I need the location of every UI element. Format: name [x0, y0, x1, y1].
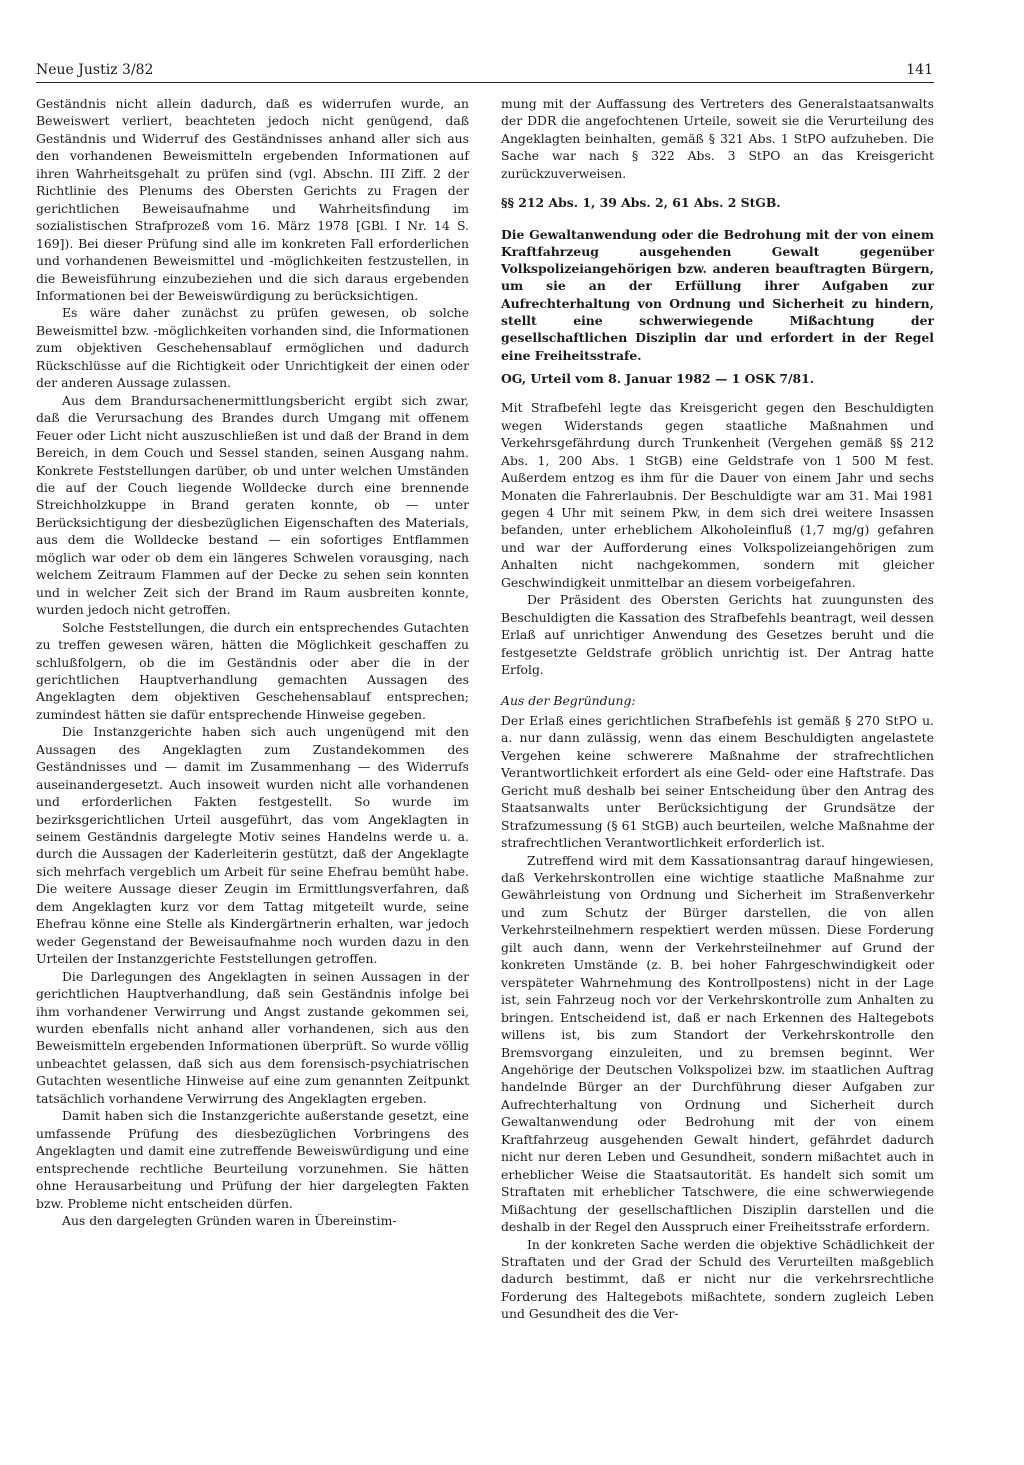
header-rule — [36, 82, 934, 83]
paragraph: Solche Feststellungen, die durch ein entsprechendes Gutachten zu treffen gewesen wären, hätten die Möglichkeit geschaffen zu schlußfolgern, ob die im Geständnis oder aber die in der gerichtlichen Hauptverhandlung gemachten Aussagen des Angeklagten dem objektiven Geschehensablauf entsprechen; zumindest hätten sie dafür entsprechende Hinweise gegeben. — [36, 619, 469, 722]
paragraph: In der konkreten Sache werden die objektive Schädlichkeit der Straftaten und der Grad der Schuld des Verurteilten maßgeblich dadurch bestimmt, daß er nicht nur die verkehrsrechtliche Forderung des Haltegebots mißachtete, sondern zugleich Leben und Gesundheit des die Ver- — [501, 1236, 934, 1322]
page-number: 141 — [906, 62, 933, 78]
section-heading: Aus der Begründung: — [501, 693, 636, 709]
paragraph: Aus dem Brandursachenermittlungsbericht ergibt sich zwar, daß die Verursachung des Brandes durch Umgang mit offenem Feuer oder Licht nicht auszuschließen ist und daß der Brand in dem Bereich, in dem Couch und Sessel standen, seinen Ausgang nahm. Konkrete Feststellungen darüber, ob und unter welchen Umständen die auf der Couch liegende Wolldecke durch eine brennende Streichholzkuppe in Brand geraten konnte, ob — unter Berücksichtigung der diesbezüglichen Eigenschaften des Materials, aus dem die Wolldecke bestand — ein sofortiges Entflammen möglich war oder ob dem ein längeres Schwelen vorausging, nach welchem Zeitraum Flammen auf der Decke zu sehen sein konnten und in welcher Zeit sich der Brand im Raum ausbreiten konnte, wurden jedoch nicht getroffen. — [36, 392, 469, 618]
paragraph: Damit haben sich die Instanzgerichte außerstande gesetzt, eine umfassende Prüfung des diesbezüglichen Vorbringens des Angeklagten und damit eine zutreffende Beweiswürdigung und eine entsprechende rechtliche Beurteilung vorzunehmen. Sie hätten ohne Herausarbeitung und Prüfung der hier dargelegten Fakten bzw. Probleme nicht entscheiden dürfen. — [36, 1108, 469, 1211]
court-citation: OG, Urteil vom 8. Januar 1982 — 1 OSK 7/81. — [501, 370, 815, 386]
paragraph: Geständnis nicht allein dadurch, daß es widerrufen wurde, an Beweiswert verliert, beachteten jedoch nicht genügend, daß Geständnis und Widerruf des Geständnisses anhand aller sich aus den vorhandenen Beweismitteln ergebenden Informationen auf ihren Wahrheitsgehalt zu prüfen sind (vgl. Abschn. III Ziff. 2 der Richtlinie des Plenums des Obersten Gerichts zu Fragen der gerichtlichen Beweisaufnahme und Wahrheitsfindung im sozialistischen Strafprozeß vom 16. März 1978 [GBl. I Nr. 14 S. 169]). Bei dieser Prüfung sind alle im konkreten Fall erforderlichen und vorhandenen Beweismittel und -möglichkeiten festzustellen, in die Beweisführung einzubeziehen und die sich daraus ergebenden Informationen bei der Beweiswürdigung zu berücksichtigen. — [36, 96, 469, 303]
paragraph: Der Erlaß eines gerichtlichen Strafbefehls ist gemäß § 270 StPO u. a. nur dann zulässig, wenn das einem Beschuldigten angelastete Vergehen keine schwerere Maßnahme der strafrechtlichen Verantwortlichkeit erfordert als eine Geld- oder eine Haftstrafe. Das Gericht muß deshalb bei seiner Entscheidung über den Antrag des Staatsanwalts unter Berücksichtigung der Grundsätze der Strafzumessung (§ 61 StGB) auch beurteilen, welche Maßnahme der strafrechtlichen Verantwortlichkeit erforderlich ist. — [501, 712, 934, 851]
running-header-journal: Neue Justiz 3/82 — [36, 62, 154, 78]
paragraph: Es wäre daher zunächst zu prüfen gewesen, ob solche Beweismittel bzw. -möglichkeiten vorhanden sind, die Informationen zum objektiven Geschehensablauf ermöglichen und dadurch Rückschlüsse auf die Richtigkeit oder Unrichtigkeit der einen oder der anderen Aussage zulassen. — [36, 305, 469, 391]
paragraph-continuation: mung mit der Auffassung des Vertreters des Generalstaatsanwalts der DDR die angefochtenen Urteile, soweit sie die Verurteilung des Angeklagten beinhalten, gemäß § 321 Abs. 1 StPO aufzuheben. Die Sache war nach § 322 Abs. 3 StPO an das Kreisgericht zurückzuverweisen. — [501, 96, 934, 181]
paragraph: Mit Strafbefehl legte das Kreisgericht gegen den Beschuldigten wegen Widerstands gegen staatliche Maßnahmen und Verkehrsgefährdung durch Trunkenheit (Vergehen gemäß §§ 212 Abs. 1, 200 Abs. 1 StGB) eine Geldstrafe von 1 500 M fest. Außerdem entzog es ihm für die Dauer von einem Jahr und sechs Monaten die Fahrerlaubnis. Der Beschuldigte war am 31. Mai 1981 gegen 4 Uhr mit seinem Pkw, in dem sich drei weitere Insassen befanden, unter erheblichem Alkoholeinfluß (1,7 mg/g) gefahren und war der Aufforderung eines Volkspolizeiangehörigen zum Anhalten nicht nachgekommen, sondern mit gleicher Geschwindigkeit unmittelbar an diesem vorbeigefahren. — [501, 400, 934, 590]
paragraph: Aus den dargelegten Gründen waren in Übereinstim- — [62, 1213, 397, 1228]
statute-reference: §§ 212 Abs. 1, 39 Abs. 2, 61 Abs. 2 StGB. — [501, 195, 781, 211]
right-column — [501, 95, 934, 1323]
headnote: Die Gewaltanwendung oder die Bedrohung mit der von einem Kraftfahrzeug ausgehenden Gewalt gegenüber Volkspolizeiangehörigen bzw. anderen beauftragten Bürgern, um sie an der Erfüllung ihrer Aufgaben zur Aufrechterhaltung von Ordnung und Sicherheit zu hindern, stellt eine schwerwiegende Mißachtung der gesellschaftlichen Disziplin dar und erfordert in der Regel eine Freiheitsstrafe. — [501, 226, 934, 363]
paragraph: Die Instanzgerichte haben sich auch ungenügend mit den Aussagen des Angeklagten zum Zustandekommen des Geständnisses und — damit im Zusammenhang — des Widerrufs auseinandergesetzt. Auch insoweit wurden nicht alle vorhandenen und erforderlichen Fakten festgestellt. So wurde im bezirksgerichtlichen Urteil ausgeführt, das vom Angeklagten in seinem Geständnis dargelegte Motiv seines Handelns werde u. a. durch die Aussagen der Kaderleiterin gestützt, daß der Angeklagte sich mehrfach vergeblich um Arbeit für seine Ehefrau bemüht habe. Die weitere Aussage dieser Zeugin im Ermittlungsverfahren, daß dem Angeklagten kurz vor dem Tattag mitgeteilt wurde, seine Ehefrau könne eine Stelle als Kindergärtnerin erhalten, war jedoch weder Gegenstand der Beweisaufnahme noch wurden dazu in den Urteilen der Instanzgerichte Feststellungen getroffen. — [36, 724, 469, 967]
paragraph: Der Präsident des Obersten Gerichts hat zuungunsten des Beschuldigten die Kassation des Strafbefehls beantragt, weil dessen Erlaß auf unrichtiger Anwendung des Gesetzes beruht und die festgesetzte Geldstrafe gröblich unrichtig ist. Der Antrag hatte Erfolg. — [501, 592, 934, 678]
left-column — [36, 95, 469, 1229]
paragraph: Die Darlegungen des Angeklagten in seinen Aussagen in der gerichtlichen Hauptverhandlung, daß sein Geständnis infolge bei ihm vorhandener Verwirrung und Angst zustande gekommen sei, wurden ebenfalls nicht anhand aller vorhandenen, sich aus den Beweismitteln ergebenden Informationen überprüft. So wurde völlig unbeachtet gelassen, daß sich aus dem forensisch-psychiatrischen Gutachten wesentliche Hinweise auf eine zum genannten Zeitpunkt tatsächlich vorhandene Verwirrung des Angeklagten ergeben. — [36, 968, 469, 1106]
paragraph: Zutreffend wird mit dem Kassationsantrag darauf hingewiesen, daß Verkehrskontrollen eine wichtige staatliche Maßnahme zur Gewährleistung von Ordnung und Sicherheit im Straßenverkehr und zum Schutz der Bürger darstellen, die von allen Verkehrsteilnehmern respektiert werden müssen. Diese Forderung gilt auch dann, wenn der Verkehrsteilnehmer auf Grund der konkreten Umstände (z. B. bei hoher Fahrgeschwindigkeit oder verspäteter Wahrnehmung des Kontrollpostens) nicht in der Lage ist, sein Fahrzeug noch vor der Verkehrskontrolle zum Anhalten zu bringen. Entscheidend ist, daß er nach Erkennen des Haltegebots willens ist, bis zum Standort der Verkehrskontrolle den Bremsvorgang einzuleiten, und zu bremsen beginnt. Wer Angehörige der Deutschen Volkspolizei bzw. im staatlichen Auftrag handelnde Bürger an der Durchführung dieser Aufgaben zur Aufrechterhaltung von Ordnung und Sicherheit durch Gewaltanwendung oder Bedrohung mit der von einem Kraftfahrzeug ausgehenden Gewalt hindert, gefährdet dadurch nicht nur deren Leben und Gesundheit, sondern mißachtet auch in erheblicher Weise die Staatsautorität. Es handelt sich somit um Straftaten mit erheblicher Tatschwere, die eine schwerwiegende Mißachtung der gesellschaftlichen Disziplin darstellen und die deshalb in der Regel den Ausspruch einer Freiheitsstrafe erfordern. — [501, 852, 934, 1235]
